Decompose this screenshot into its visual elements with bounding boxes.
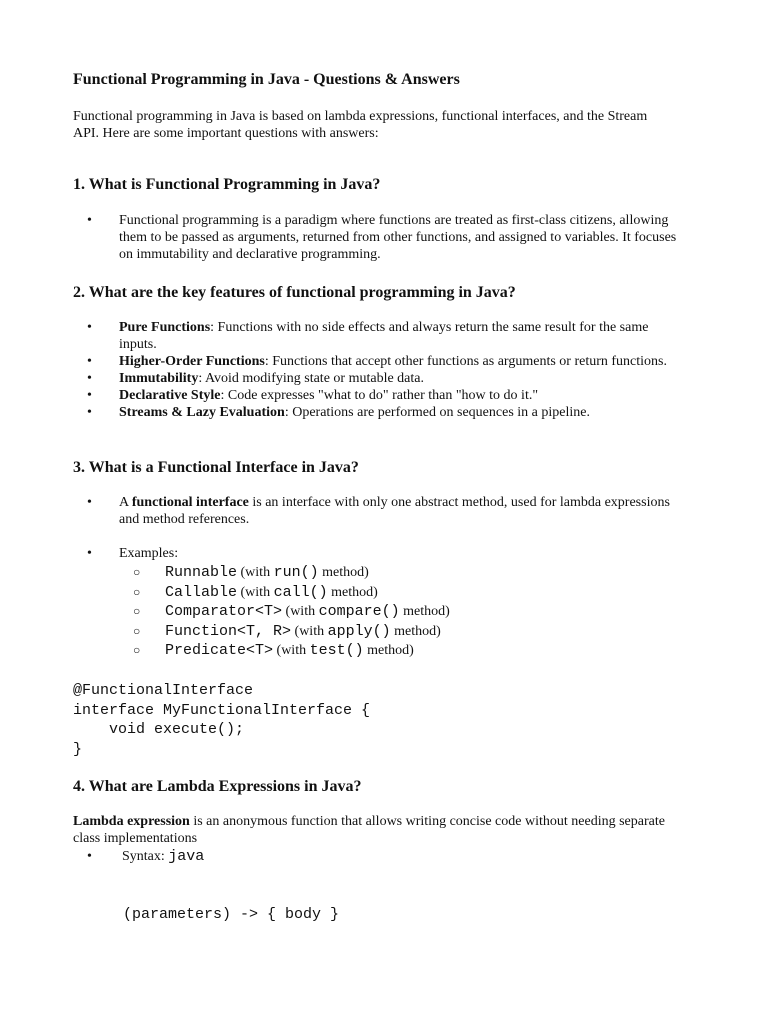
document-title: Functional Programming in Java - Questions & Answers	[73, 71, 460, 88]
q1-list	[73, 212, 683, 263]
list-item	[73, 212, 683, 263]
functional-interface-code-block: @FunctionalInterface interface MyFunctionalInterface { void execute(); }	[73, 682, 371, 758]
examples-sublist	[73, 563, 450, 661]
list-item: ○ Function<T, R> (with apply() method)	[133, 622, 441, 640]
q2-list	[73, 319, 683, 421]
q4-heading: 4. What are Lambda Expressions in Java?	[73, 778, 362, 795]
list-item	[73, 319, 683, 353]
circle-bullet-icon: ○	[133, 604, 141, 618]
method-name: compare()	[318, 603, 400, 620]
bullet-icon: •	[87, 495, 92, 510]
feature-term: Declarative Style	[119, 388, 221, 403]
circle-bullet-icon: ○	[133, 643, 141, 657]
bullet-icon: •	[87, 849, 92, 864]
syntax-label: Syntax:	[122, 849, 169, 864]
feature-term: Higher-Order Functions	[119, 354, 265, 369]
list-item: ○ Callable (with call() method)	[133, 583, 378, 601]
q1-answer: Functional programming is a paradigm where functions are treated as first-class citizens, allowing them to be passed as arguments, returned from other functions, and assigned to variables. It focuses on immutability and declarative programming.	[119, 213, 677, 262]
bullet-icon: •	[87, 388, 92, 403]
feature-term: Streams & Lazy Evaluation	[119, 405, 285, 420]
q2-heading: 2. What are the key features of functional programming in Java?	[73, 284, 516, 301]
interface-name: Function<T, R>	[165, 622, 292, 640]
feature-text: : Operations are performed on sequences in a pipeline.	[284, 405, 590, 420]
bullet-icon: •	[87, 371, 92, 386]
interface-name: Predicate<T>	[165, 642, 274, 659]
circle-bullet-icon: ○	[133, 623, 141, 638]
interface-name: Runnable	[165, 564, 238, 581]
intro-paragraph: Functional programming in Java is based on lambda expressions, functional interfaces, and the Stream API. Here are some important questions with answers:	[73, 109, 648, 141]
method-name: call()	[273, 583, 328, 601]
method-name: run()	[273, 564, 319, 581]
feature-text: : Avoid modifying state or mutable data.	[198, 371, 424, 386]
interface-name: Comparator<T>	[165, 603, 283, 620]
functional-interface-term: functional interface	[131, 495, 249, 510]
q3-list	[73, 494, 683, 528]
list-item: ○ Comparator<T> (with compare() method)	[133, 603, 450, 620]
feature-term: Immutability	[119, 371, 199, 386]
feature-term: Pure Functions	[119, 320, 211, 335]
lambda-syntax-code: (parameters) -> { body }	[123, 906, 340, 923]
examples-label: Examples:	[119, 546, 179, 561]
feature-text: : Functions with no side effects and always return the same result for the same inputs.	[119, 320, 649, 352]
bullet-icon: •	[87, 320, 92, 335]
list-item: ○ Predicate<T> (with test() method)	[133, 642, 414, 659]
circle-bullet-icon: ○	[133, 584, 141, 599]
method-name: apply()	[327, 622, 391, 640]
q1-heading: 1. What is Functional Programming in Java?	[73, 176, 381, 193]
bullet-icon: •	[87, 405, 92, 420]
lambda-text: is an anonymous function that allows writing concise code without needing separate class implementations	[73, 814, 665, 846]
list-item: ○ Runnable (with run() method)	[133, 564, 369, 581]
list-item: • A functional interface is an interface with only one abstract method, used for lambda expressions and method references.	[87, 495, 670, 527]
list-item	[73, 848, 683, 865]
interface-name: Callable	[165, 583, 238, 601]
q4-list	[73, 848, 683, 865]
syntax-lang: java	[168, 848, 205, 865]
lambda-definition	[73, 813, 693, 847]
bullet-icon: •	[87, 546, 92, 561]
list-item	[73, 387, 683, 404]
list-item	[73, 404, 683, 421]
list-item	[73, 353, 683, 370]
bullet-icon: •	[87, 354, 92, 369]
bullet-icon: •	[87, 213, 92, 228]
circle-bullet-icon: ○	[133, 565, 141, 579]
feature-text: : Code expresses "what to do" rather than "how to do it."	[220, 388, 539, 403]
feature-text: : Functions that accept other functions as arguments or return functions.	[264, 354, 667, 369]
q3-heading: 3. What is a Functional Interface in Java?	[73, 459, 359, 476]
q3-examples-list	[73, 545, 683, 562]
method-name: test()	[309, 642, 364, 659]
list-item	[73, 545, 683, 562]
list-item	[73, 370, 683, 387]
lambda-term: Lambda expression	[73, 814, 190, 829]
